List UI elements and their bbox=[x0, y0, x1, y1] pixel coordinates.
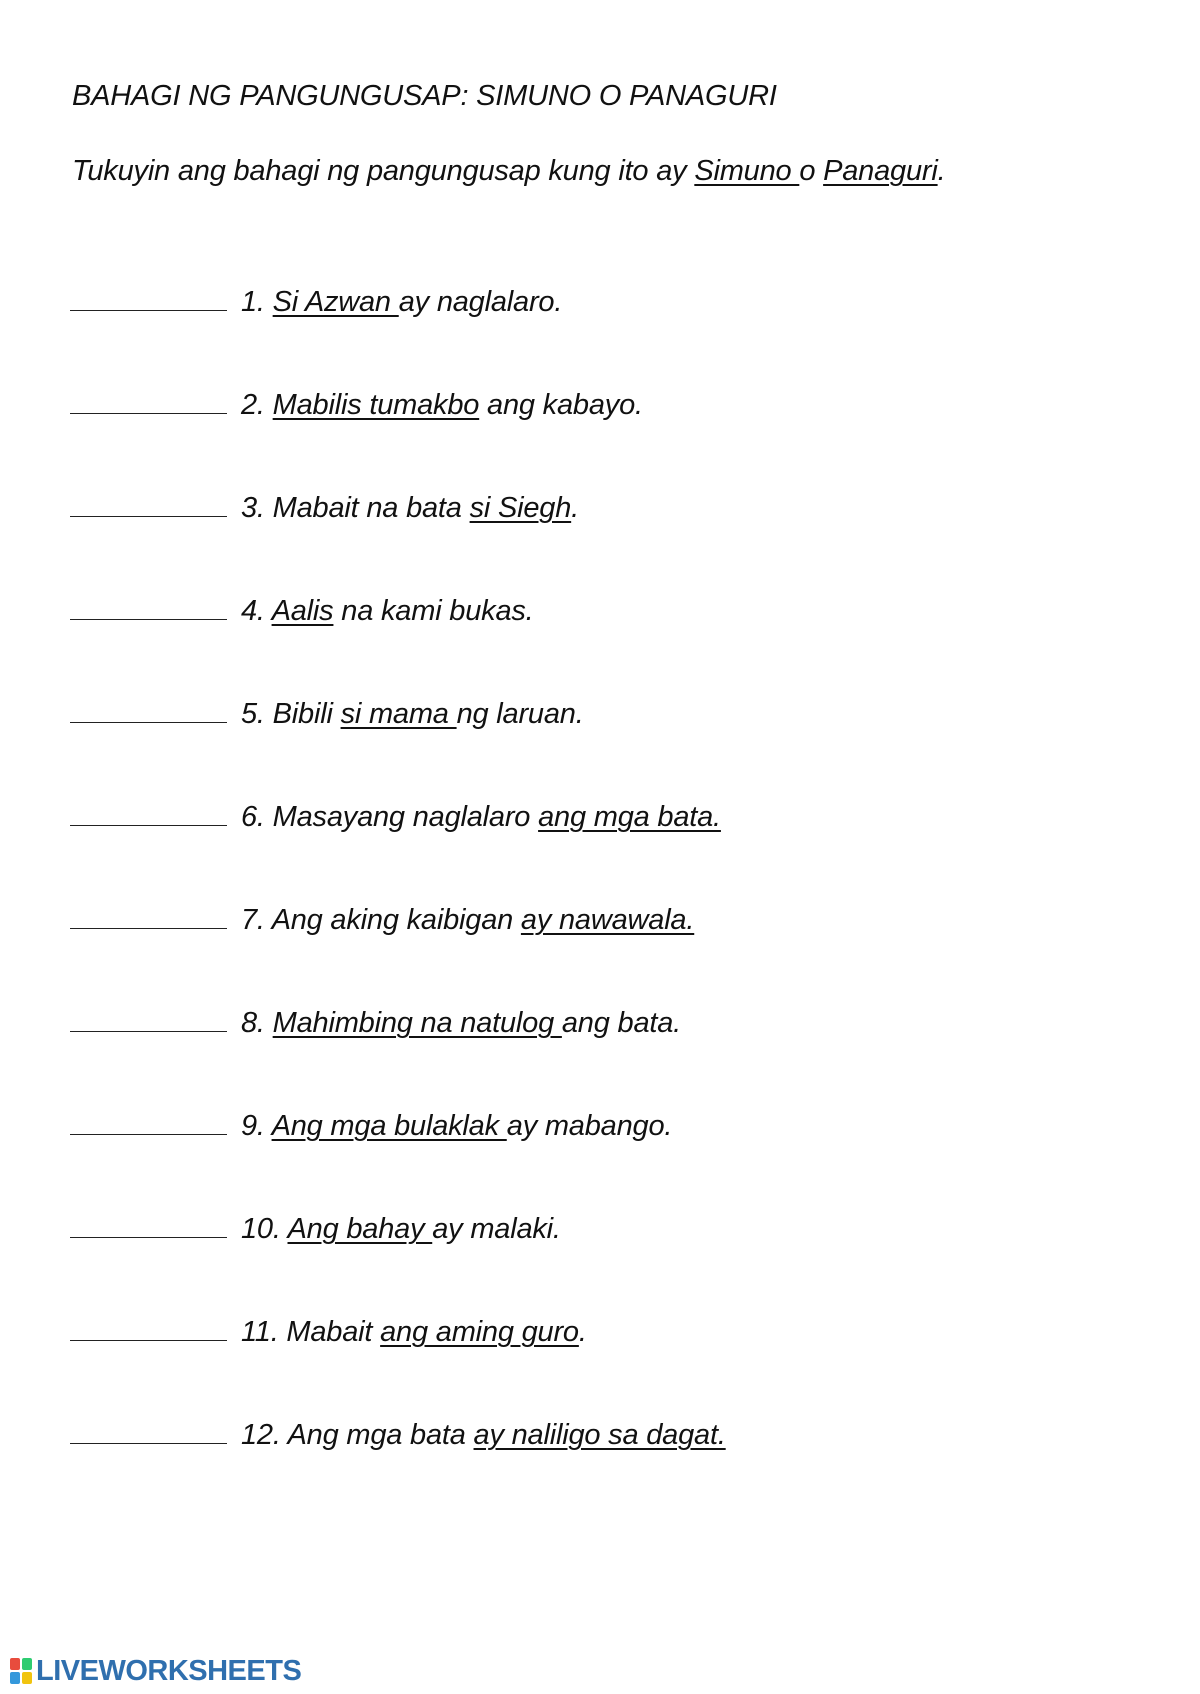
question-number: 8. bbox=[241, 1007, 265, 1039]
answer-blank[interactable] bbox=[70, 801, 227, 826]
sentence-text-before bbox=[265, 286, 273, 318]
question-sentence bbox=[241, 595, 534, 628]
question-number: 2. bbox=[241, 389, 265, 421]
question-item bbox=[70, 801, 721, 841]
underlined-part: Aalis bbox=[271, 595, 334, 627]
liveworksheets-logo-text: LIVEWORKSHEETS bbox=[36, 1654, 302, 1687]
question-number: 3. bbox=[241, 492, 265, 524]
instructions-suffix: . bbox=[937, 155, 946, 187]
question-item bbox=[70, 1007, 681, 1047]
logo-square bbox=[10, 1658, 20, 1670]
question-number: 4. bbox=[241, 595, 265, 627]
worksheet-title: BAHAGI NG PANGUNGUSAP: SIMUNO O PANAGURI bbox=[72, 80, 777, 112]
logo-square bbox=[22, 1658, 32, 1670]
sentence-text-before bbox=[265, 595, 272, 627]
sentence-text-after: . bbox=[578, 1316, 587, 1348]
underlined-part: ay naliligo sa dagat. bbox=[473, 1419, 726, 1451]
question-sentence bbox=[241, 492, 579, 525]
question-sentence bbox=[241, 389, 643, 422]
answer-blank[interactable] bbox=[70, 595, 227, 620]
sentence-text-after: ay mabango. bbox=[506, 1110, 673, 1142]
question-sentence bbox=[241, 1110, 672, 1143]
answer-blank[interactable] bbox=[70, 1110, 227, 1135]
sentence-text-after: ng laruan. bbox=[456, 698, 584, 730]
sentence-text-before: Bibili bbox=[264, 698, 341, 730]
sentence-text-before bbox=[265, 1110, 272, 1142]
sentence-text-after: ang bata. bbox=[561, 1007, 682, 1039]
underlined-part: Mahimbing na natulog bbox=[272, 1007, 562, 1039]
answer-blank[interactable] bbox=[70, 1316, 227, 1341]
question-item bbox=[70, 1316, 587, 1356]
sentence-text-after: ang kabayo. bbox=[479, 389, 643, 421]
sentence-text-after: na kami bukas. bbox=[333, 595, 534, 627]
sentence-text-before: Ang aking kaibigan bbox=[264, 904, 521, 936]
liveworksheets-logo-icon bbox=[10, 1658, 32, 1684]
question-item bbox=[70, 595, 534, 635]
underlined-part: ang mga bata. bbox=[538, 801, 721, 833]
logo-square bbox=[22, 1672, 32, 1684]
liveworksheets-logo bbox=[10, 1654, 301, 1688]
question-number: 6. bbox=[241, 801, 265, 833]
sentence-text-after: ay naglalaro. bbox=[398, 286, 563, 318]
answer-blank[interactable] bbox=[70, 904, 227, 929]
answer-blank[interactable] bbox=[70, 1007, 227, 1032]
logo-square bbox=[10, 1672, 20, 1684]
question-number: 9. bbox=[241, 1110, 265, 1142]
question-item bbox=[70, 1213, 561, 1253]
underlined-part: Ang mga bulaklak bbox=[271, 1110, 507, 1142]
sentence-text-before: Ang mga bata bbox=[280, 1419, 474, 1451]
question-item bbox=[70, 1419, 726, 1459]
sentence-text-before: Masayang naglalaro bbox=[264, 801, 539, 833]
instructions-prefix: Tukuyin ang bahagi ng pangungusap kung ito ay bbox=[72, 155, 695, 187]
sentence-text-before bbox=[265, 389, 273, 421]
underlined-part: ay nawawala. bbox=[520, 904, 695, 936]
question-sentence bbox=[241, 1316, 587, 1349]
question-sentence bbox=[241, 286, 562, 319]
answer-blank[interactable] bbox=[70, 698, 227, 723]
question-number: 1. bbox=[241, 286, 265, 318]
sentence-text-after: . bbox=[571, 492, 580, 524]
question-number: 12. bbox=[241, 1419, 281, 1451]
instructions-option-panaguri: Panaguri bbox=[823, 155, 938, 187]
underlined-part: ang aming guro bbox=[380, 1316, 579, 1348]
answer-blank[interactable] bbox=[70, 1419, 227, 1444]
sentence-text-before: Mabait bbox=[278, 1316, 381, 1348]
question-item bbox=[70, 492, 579, 532]
question-sentence bbox=[241, 1213, 561, 1246]
underlined-part: Ang bahay bbox=[287, 1213, 433, 1245]
question-number: 5. bbox=[241, 698, 265, 730]
answer-blank[interactable] bbox=[70, 492, 227, 517]
answer-blank[interactable] bbox=[70, 286, 227, 311]
question-number: 10. bbox=[241, 1213, 281, 1245]
answer-blank[interactable] bbox=[70, 389, 227, 414]
answer-blank[interactable] bbox=[70, 1213, 227, 1238]
question-sentence bbox=[241, 904, 694, 937]
underlined-part: Mabilis tumakbo bbox=[272, 389, 480, 421]
sentence-text-before bbox=[281, 1213, 288, 1245]
question-item bbox=[70, 698, 584, 738]
instructions bbox=[72, 155, 945, 188]
question-item bbox=[70, 389, 643, 429]
sentence-text-after: ay malaki. bbox=[432, 1213, 561, 1245]
question-number: 11. bbox=[241, 1316, 279, 1348]
question-sentence bbox=[241, 698, 584, 731]
question-sentence bbox=[241, 1007, 681, 1040]
sentence-text-before: Mabait na bata bbox=[264, 492, 470, 524]
question-item bbox=[70, 1110, 672, 1150]
question-number: 7. bbox=[241, 904, 265, 936]
question-sentence bbox=[241, 1419, 726, 1452]
question-item bbox=[70, 904, 694, 944]
instructions-option-simuno: Simuno bbox=[694, 155, 800, 187]
question-sentence bbox=[241, 801, 721, 834]
underlined-part: si mama bbox=[340, 698, 457, 730]
underlined-part: Si Azwan bbox=[272, 286, 399, 318]
instructions-middle: o bbox=[799, 155, 824, 187]
sentence-text-before bbox=[265, 1007, 273, 1039]
question-item bbox=[70, 286, 562, 326]
underlined-part: si Siegh bbox=[469, 492, 572, 524]
